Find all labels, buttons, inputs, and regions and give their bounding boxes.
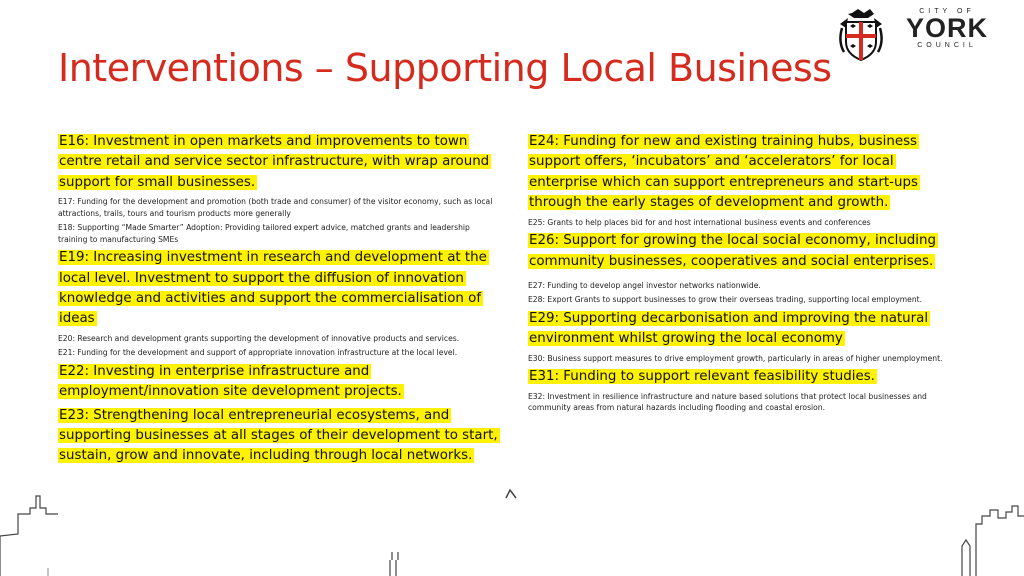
intervention-e17: E17: Funding for the development and promotion (both trade and consumer) of the visitor economy, such as local attractions, trails, tours and tourism products more generally [58,197,493,218]
intervention-e16: E16: Investment in open markets and improvements to town centre retail and service sector infrastructure, with wrap around support for small businesses. [59,134,490,190]
intervention-e19: E19: Increasing investment in research and development at the local level. Investment to support the diffusion of innovation knowledge and activities and support the commercialisation of ideas [59,250,487,327]
intervention-e18: E18: Supporting “Made Smarter” Adoption: Providing tailored expert advice, matched grants and leadership training to manufacturing SMEs [58,223,470,244]
intervention-e31: E31: Funding to support relevant feasibility studies. [529,369,875,385]
page-title: Interventions – Supporting Local Business [58,46,832,90]
intervention-e25: E25: Grants to help places bid for and host international business events and conferences [528,217,871,227]
logo-council: COUNCIL [917,42,977,49]
right-intervention-list [528,132,960,417]
intervention-e29: E29: Supporting decarbonisation and improving the natural environment whilst growing the local economy [529,310,929,347]
intervention-e21: E21: Funding for the development and support of appropriate innovation infrastructure at the local level. [58,348,458,358]
intervention-e23: E23: Strengthening local entrepreneurial ecosystems, and supporting businesses at all stages of their development to start, sustain, grow and innovate, including through local networks. [59,407,498,464]
logo-city-of: CITY OF [919,8,975,15]
york-skyline-outline [0,456,1024,576]
intervention-e30: E30: Business support measures to drive employment growth, particularly in areas of higher unemployment. [528,353,943,363]
intervention-e32: E32: Investment in resilience infrastructure and nature based solutions that protect local businesses and community areas from natural hazards including flooding and coastal erosion. [528,391,927,413]
intervention-e20: E20: Research and development grants supporting the development of innovative products and services. [58,333,460,343]
intervention-e22: E22: Investing in enterprise infrastructure and employment/innovation site development projects. [59,363,402,400]
logo-york: YORK [905,13,988,43]
left-intervention-list [58,132,498,470]
intervention-e27: E27: Funding to develop angel investor networks nationwide. [528,280,761,290]
city-of-york-council-logo [836,8,1006,68]
intervention-e26: E26: Support for growing the local social economy, including community businesses, cooperatives and social enterprises. [529,233,937,269]
york-crest-icon [836,8,886,66]
intervention-e28: E28: Export Grants to support businesses to grow their overseas trading, supporting local employment. [528,295,923,305]
intervention-e24: E24: Funding for new and existing training hubs, business support offers, ‘incubators’ and ‘accelerators’ for local enterprise which can support entrepreneurs and start-ups through the early stages of development and growth. [529,134,918,211]
